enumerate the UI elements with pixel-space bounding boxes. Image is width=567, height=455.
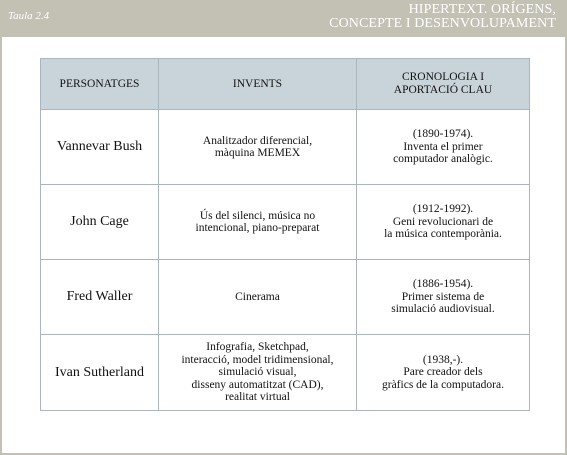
cell-line: Analitzador diferencial,	[202, 134, 313, 147]
table-row	[41, 335, 530, 411]
person-name-cell: Fred Waller	[41, 260, 159, 335]
column-header-line: CRONOLOGIA I	[401, 71, 485, 83]
table-row	[41, 110, 530, 185]
column-header-personatges: PERSONATGES	[41, 59, 159, 110]
cell-line: Inventa el primer	[403, 140, 483, 153]
cell-line: Primer sistema de	[401, 290, 485, 303]
invents-cell	[159, 260, 357, 335]
cell-line: la música contemporània.	[384, 228, 502, 241]
invents-cell	[159, 185, 357, 260]
cell-line: Cinerama	[235, 290, 280, 303]
cell-line: simulació audiovisual.	[391, 303, 495, 316]
cell-line: Geni revolucionari de	[392, 215, 494, 228]
cell-line: (1938,-).	[422, 353, 464, 366]
cell-line: realitat virtual	[225, 391, 290, 404]
inventors-table	[40, 58, 530, 411]
page-title	[329, 3, 556, 31]
column-header-invents: INVENTS	[159, 59, 357, 110]
chronology-cell	[357, 260, 530, 335]
chronology-cell	[357, 185, 530, 260]
invents-cell	[159, 335, 357, 411]
cell-line: Ús del silenci, música no	[199, 209, 316, 222]
table-row	[41, 260, 530, 335]
person-name-cell: John Cage	[41, 185, 159, 260]
cell-line: Infografia, Sketchpad,	[206, 341, 309, 354]
person-name-cell: Ivan Sutherland	[41, 335, 159, 411]
content-panel	[2, 37, 565, 453]
cell-line: computador analògic.	[393, 153, 493, 166]
cell-line: disseny automatitzat (CAD),	[191, 378, 324, 391]
cell-line: gràfics de la computadora.	[382, 378, 504, 391]
cell-line: màquina MEMEX	[214, 147, 301, 159]
cell-line: (1886-1954).	[412, 278, 474, 291]
page-title-line-1: HIPERTEXT. ORÍGENS,	[408, 2, 556, 17]
person-name-cell: Vannevar Bush	[41, 110, 159, 185]
invents-cell	[159, 110, 357, 185]
chronology-cell	[357, 335, 530, 411]
cell-line: Pare creador dels	[403, 366, 483, 379]
cell-line: (1912-1992).	[412, 203, 474, 216]
cell-line: interacció, model tridimensional,	[181, 353, 334, 366]
chronology-cell	[357, 110, 530, 185]
page-header	[0, 0, 567, 35]
cell-line: intencional, piano-preparat	[195, 222, 320, 234]
page-title-line-2: CONCEPTE I DESENVOLUPAMENT	[329, 16, 556, 31]
cell-line: simulació visual,	[218, 366, 297, 379]
table-header-row	[41, 59, 530, 110]
table-number-label: Taula 2.4	[8, 10, 50, 22]
cell-line: (1890-1974).	[412, 128, 474, 141]
column-header-line: APORTACIÓ CLAU	[393, 84, 493, 96]
table-row	[41, 185, 530, 260]
column-header-cronologia	[357, 59, 530, 110]
